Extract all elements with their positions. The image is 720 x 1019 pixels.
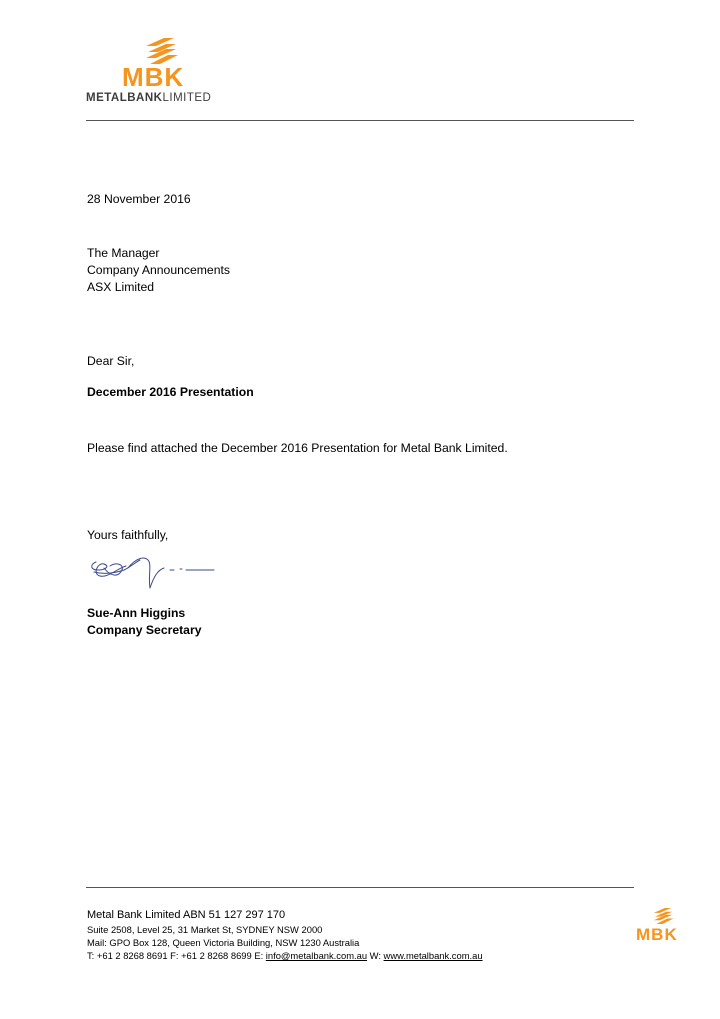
footer-email-link[interactable]: info@metalbank.com.au xyxy=(265,950,368,961)
logo-wordmark xyxy=(86,92,211,104)
letter-date: 28 November 2016 xyxy=(87,192,191,206)
header-divider xyxy=(86,120,634,121)
recipient-line: Company Announcements xyxy=(87,263,230,277)
footer-web-label: W: xyxy=(367,950,384,961)
logo-wordmark-bold: METALBANK xyxy=(86,92,163,104)
logo-stripes-icon xyxy=(144,38,178,64)
footer-logo xyxy=(636,908,688,944)
recipient-line: ASX Limited xyxy=(87,280,155,294)
footer-divider xyxy=(86,887,634,888)
footer-company: Metal Bank Limited ABN 51 127 297 170 xyxy=(87,909,286,921)
footer-contact xyxy=(87,949,483,962)
logo-wordmark-light: LIMITED xyxy=(162,92,212,104)
footer-website-link[interactable]: www.metalbank.com.au xyxy=(383,950,483,961)
letter-body: Please find attached the December 2016 Presentation for Metal Bank Limited. xyxy=(87,441,508,455)
footer-address: Suite 2508, Level 25, 31 Market St, SYDNEY NSW 2000 xyxy=(87,924,323,935)
signatory-title: Company Secretary xyxy=(87,623,202,637)
footer-logo-stripes-icon xyxy=(652,908,674,924)
recipient-line: The Manager xyxy=(87,246,160,260)
letter-subject: December 2016 Presentation xyxy=(87,385,254,399)
logo-letters: MBK xyxy=(122,62,185,92)
closing: Yours faithfully, xyxy=(87,528,169,542)
company-logo xyxy=(86,38,236,104)
handwritten-signature xyxy=(88,554,218,590)
footer-phone-fax: T: +61 2 8268 8691 F: +61 2 8268 8699 E: xyxy=(87,950,266,961)
salutation: Dear Sir, xyxy=(87,354,135,368)
footer-mail: Mail: GPO Box 128, Queen Victoria Building, NSW 1230 Australia xyxy=(87,937,360,948)
signatory-name: Sue-Ann Higgins xyxy=(87,606,186,620)
footer-logo-letters: MBK xyxy=(636,925,678,944)
